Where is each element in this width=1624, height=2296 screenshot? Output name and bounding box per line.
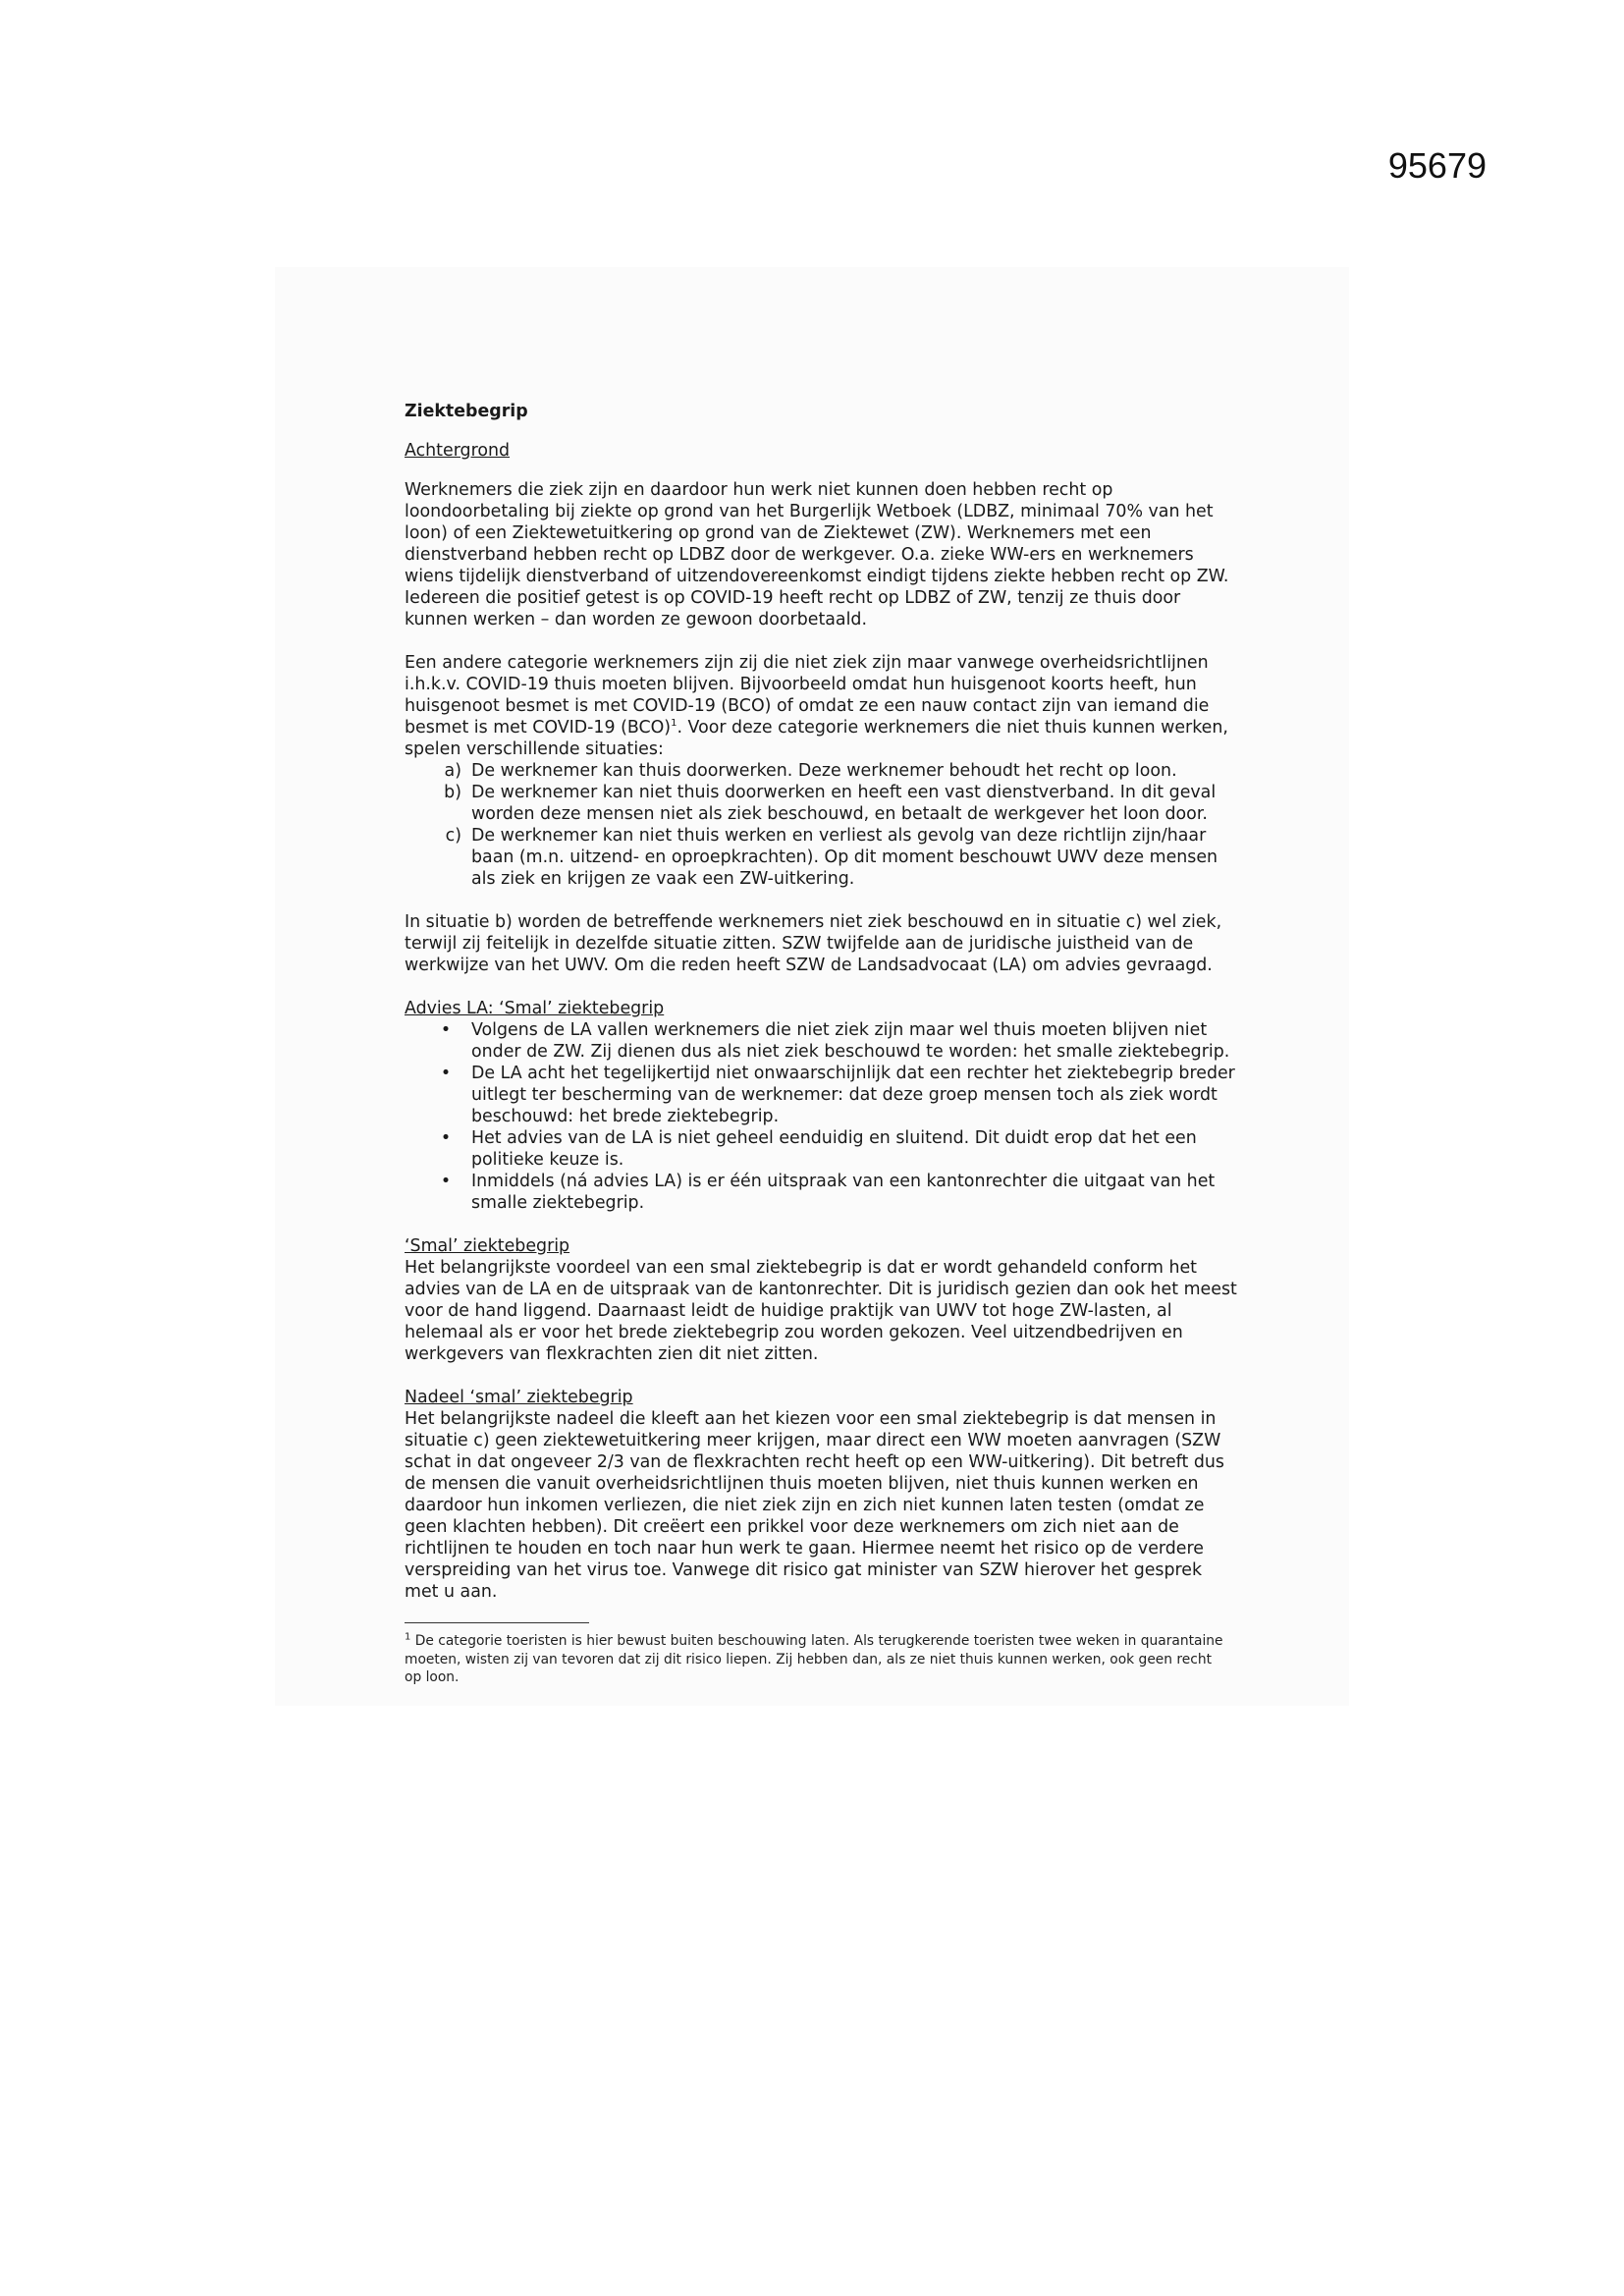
list-marker: c) [445,826,461,846]
list-item-text: De werknemer kan niet thuis doorwerken en heeft een vast dienstverband. In dit geval worden deze mensen niet als ziek beschouwd, en betaalt de werkgever het loon door. [471,783,1217,824]
section-heading-nadeel: Nadeel ‘smal’ ziektebegrip [405,1388,633,1407]
document-body [405,401,1239,1624]
document-number: 95679 [1387,145,1487,186]
paragraph-achtergrond-2 [405,652,1239,760]
bullet-marker: • [440,1128,452,1148]
list-item-text: De werknemer kan thuis doorwerken. Deze werknemer behoudt het recht op loon. [471,761,1177,781]
list-item [405,782,1239,825]
footnote [405,1632,1229,1687]
list-item-text: De LA acht het tegelijkertijd niet onwaarschijnlijk dat een rechter het ziektebegrip breder uitlegt ter bescherming van de werknemer: dat deze groep mensen toch als ziek wordt beschouwd: het brede ziektebegrip. [471,1064,1235,1126]
section-heading-smal: ‘Smal’ ziektebegrip [405,1236,570,1256]
list-marker: a) [444,761,461,781]
bullet-marker: • [440,1172,452,1191]
paragraph-smal: Het belangrijkste voordeel van een smal ziektebegrip is dat er wordt gehandeld conform het advies van de LA en de uitspraak van de kantonrechter. Dit is juridisch gezien dan ook het meest voor de hand liggend. Daarnaast leidt de huidige praktijk van UWV tot hoge ZW-lasten, al helemaal als er voor het brede ziektebegrip zou worden gekozen. Veel uitzendbedrijven en werkgevers van flexkrachten zien dit niet zitten. [405,1258,1237,1364]
list-item-text: Inmiddels (ná advies LA) is er één uitspraak van een kantonrechter die uitgaat van het smalle ziektebegrip. [471,1172,1216,1213]
section-heading-achtergrond: Achtergrond [405,441,511,461]
paragraph-achtergrond-2-tail: . Voor deze categorie werknemers die niet thuis kunnen werken, spelen verschillende situaties: [405,718,1228,759]
footnote-text: De categorie toeristen is hier bewust buiten beschouwing laten. Als terugkerende toeristen twee weken in quarantaine moeten, wisten zij van tevoren dat zij dit risico liepen. Zij hebben dan, als ze niet thuis kunnen werken, ook geen recht op loon. [405,1633,1223,1685]
footnote-reference: 1 [671,718,677,730]
advies-bullet-list [405,1019,1239,1214]
document-title: Ziektebegrip [405,402,528,421]
bullet-marker: • [440,1064,452,1083]
list-item-text: Het advies van de LA is niet geheel eenduidig en sluitend. Dit duidt erop dat het een politieke keuze is. [471,1128,1197,1170]
paragraph-achtergrond-3: In situatie b) worden de betreffende werknemers niet ziek beschouwd en in situatie c) wel ziek, terwijl zij feitelijk in dezelfde situatie zitten. SZW twijfelde aan de juridische juistheid van de werkwijze van het UWV. Om die reden heeft SZW de Landsadvocaat (LA) om advies gevraagd. [405,912,1222,975]
paragraph-achtergrond-1: Werknemers die ziek zijn en daardoor hun werk niet kunnen doen hebben recht op loondoorbetaling bij ziekte op grond van het Burgerlijk Wetboek (LDBZ, minimaal 70% van het loon) of een Ziektewetuitkering op grond van de Ziektewet (ZW). Werknemers met een dienstverband hebben recht op LDBZ door de werkgever. O.a. zieke WW-ers en werknemers wiens tijdelijk dienstverband of uitzendovereenkomst eindigt tijdens ziekte hebben recht op ZW. Iedereen die positief getest is op COVID-19 heeft recht op LDBZ of ZW, tenzij ze thuis door kunnen werken – dan worden ze gewoon doorbetaald. [405,480,1229,629]
list-item-text: De werknemer kan niet thuis werken en verliest als gevolg van deze richtlijn zijn/haar baan (m.n. uitzend- en oproepkrachten). Op dit moment beschouwt UWV deze mensen als ziek en krijgen ze vaak een ZW-uitkering. [471,826,1218,889]
paragraph-achtergrond-2-text: Een andere categorie werknemers zijn zij die niet ziek zijn maar vanwege overheidsrichtlijnen i.h.k.v. COVID-19 thuis moeten blijven. Bijvoorbeeld omdat hun huisgenoot koorts heeft, hun huisgenoot besmet is met COVID-19 (BCO) of omdat ze een nauw contact zijn van iemand die besmet is met COVID-19 (BCO) [405,653,1210,738]
spacer [405,1214,1239,1235]
list-marker: b) [444,783,461,802]
list-item [405,1019,1239,1063]
list-item [405,1063,1239,1127]
footnote-marker: 1 [405,1631,411,1643]
footnote-separator [405,1622,589,1623]
section-heading-advies: Advies LA: ‘Smal’ ziektebegrip [405,999,665,1018]
list-item [405,825,1239,890]
list-item [405,1127,1239,1171]
list-item [405,760,1239,782]
list-item-text: Volgens de LA vallen werknemers die niet ziek zijn maar wel thuis moeten blijven niet onder de ZW. Zij dienen dus als niet ziek beschouwd te worden: het smalle ziektebegrip. [471,1020,1230,1062]
list-item [405,1171,1239,1214]
bullet-marker: • [440,1020,452,1040]
paragraph-nadeel: Het belangrijkste nadeel die kleeft aan het kiezen voor een smal ziektebegrip is dat mensen in situatie c) geen ziektewetuitkering meer krijgen, maar direct een WW moeten aanvragen (SZW schat in dat ongeveer 2/3 van de flexkrachten recht heeft op een WW-uitkering). Dit betreft dus de mensen die vanuit overheidsrichtlijnen thuis moeten blijven, niet thuis kunnen werken en daardoor hun inkomen verliezen, die niet ziek zijn en zich niet kunnen laten testen (omdat ze geen klachten hebben). Dit creëert een prikkel voor deze werknemers om zich niet aan de richtlijnen te houden en toch naar hun werk te gaan. Hiermee neemt het risico op de verdere verspreiding van het virus toe. Vanwege dit risico gat minister van SZW hierover het gesprek met u aan. [405,1409,1224,1602]
situations-list [405,760,1239,890]
